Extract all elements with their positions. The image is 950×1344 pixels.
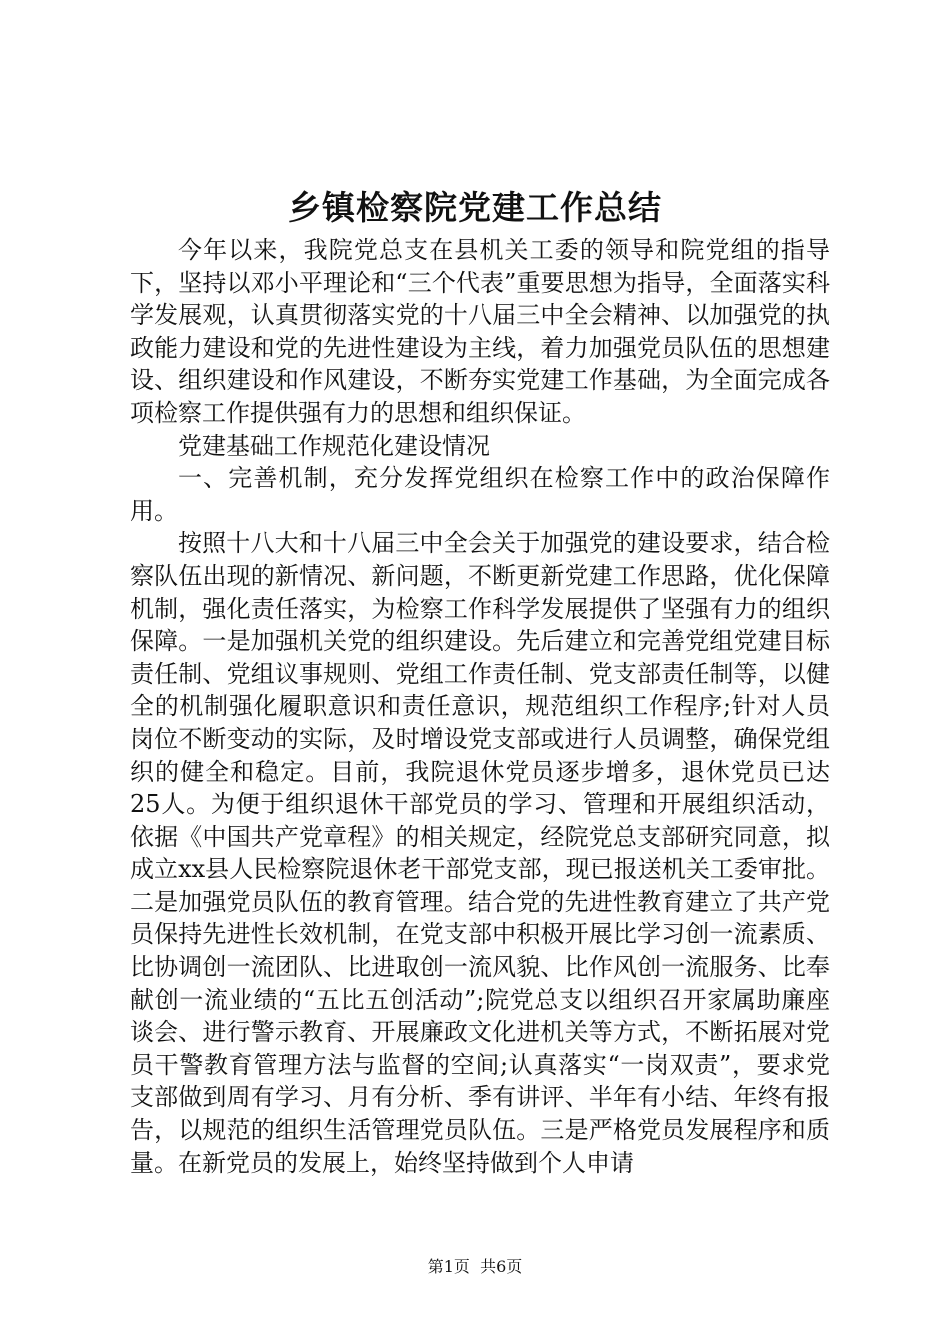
page-footer xyxy=(0,1256,950,1278)
intro-paragraph: 今年以来，我院党总支在县机关工委的领导和院党组的指导下，坚持以邓小平理论和“三个代表”重要思想为指导，全面落实科学发展观，认真贯彻落实党的十八届三中全会精神、以加强党的执政能力建设和党的先进性建设为主线，着力加强党员队伍的思想建设、组织建设和作风建设，不断夯实党建工作基础，为全面完成各项检察工作提供强有力的思想和组织保证。 xyxy=(130,236,830,427)
document-title: 乡镇检察院党建工作总结 xyxy=(288,188,662,227)
subsection-heading: 一、完善机制，充分发挥党组织在检察工作中的政治保障作用。 xyxy=(130,464,830,525)
page-total: 共6页 xyxy=(480,1257,523,1276)
section-heading: 党建基础工作规范化建设情况 xyxy=(178,431,490,460)
document-body xyxy=(130,234,830,1179)
body-paragraph: 按照十八大和十八届三中全会关于加强党的建设要求，结合检察队伍出现的新情况、新问题，不断更新党建工作思路，优化保障机制，强化责任落实，为检察工作科学发展提供了坚强有力的组织保障。一是加强机关党的组织建设。先后建立和完善党组党建目标责任制、党组议事规则、党组工作责任制、党支部责任制等，以健全的机制强化履职意识和责任意识，规范组织工作程序;针对人员岗位不断变动的实际，及时增设党支部或进行人员调整，确保党组织的健全和稳定。目前，我院退休党员逐步增多，退休党员已达25人。为便于组织退休干部党员的学习、管理和开展组织活动，依据《中国共产党章程》的相关规定，经院党总支部研究同意，拟成立xx县人民检察院退休老干部党支部，现已报送机关工委审批。二是加强党员队伍的教育管理。结合党的先进性教育建立了共产党员保持先进性长效机制，在党支部中积极开展比学习创一流素质、比协调创一流团队、比进取创一流风貌、比作风创一流服务、比奉献创一流业绩的“五比五创活动”;院党总支以组织召开家属助廉座谈会、进行警示教育、开展廉政文化进机关等方式，不断拓展对党员干警教育管理方法与监督的空间;认真落实“一岗双责”，要求党支部做到周有学习、月有分析、季有讲评、半年有小结、年终有报告，以规范的组织生活管理党员队伍。三是严格党员发展程序和质量。在新党员的发展上，始终坚持做到个人申请 xyxy=(130,529,830,1177)
page-number: 第1页 xyxy=(427,1257,470,1276)
